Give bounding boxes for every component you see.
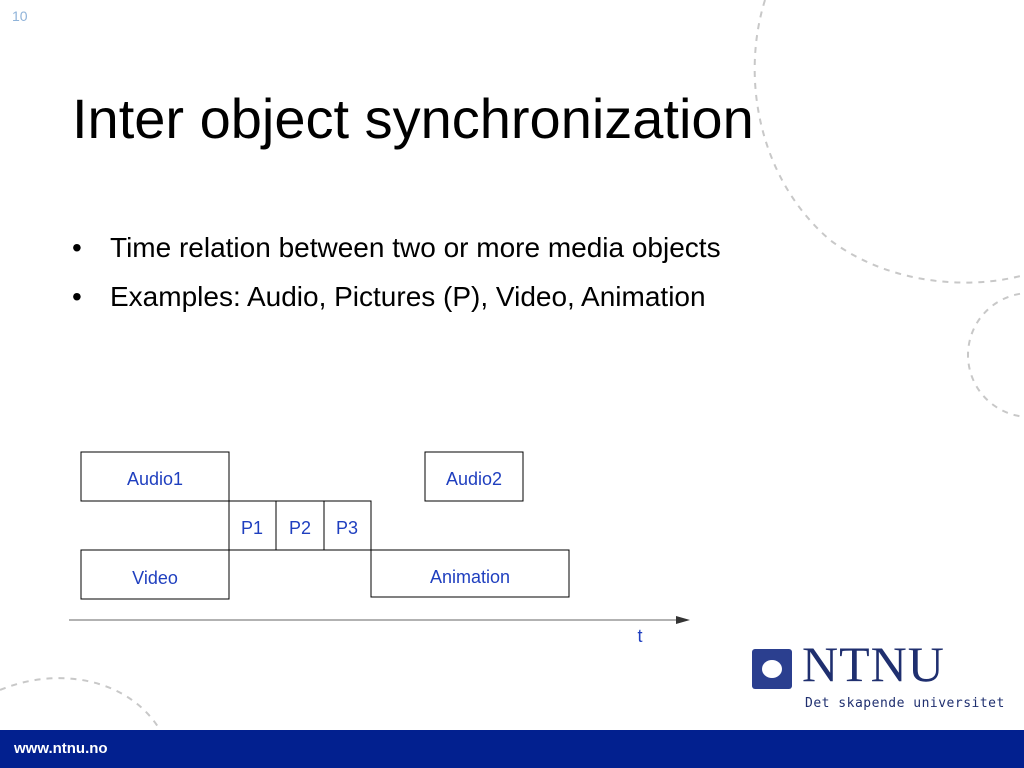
arc-circle-right bbox=[968, 293, 1024, 417]
time-axis-label: t bbox=[637, 626, 643, 646]
ntnu-logo-name: NTNU bbox=[802, 636, 945, 692]
slide-title: Inter object synchronization bbox=[72, 87, 754, 150]
bullet-item bbox=[72, 279, 721, 314]
animation-label: Animation bbox=[429, 567, 511, 587]
bullet-dot: • bbox=[72, 281, 82, 312]
footer-bar bbox=[0, 730, 1024, 768]
bullet-text: Time relation between two or more media objects bbox=[110, 232, 721, 263]
ntnu-logo-tagline: Det skapende universitet bbox=[805, 696, 1005, 711]
audio2-label: Audio2 bbox=[445, 469, 503, 489]
p3-label: P3 bbox=[335, 518, 359, 538]
ntnu-logo bbox=[752, 636, 1005, 720]
audio1-label: Audio1 bbox=[126, 469, 184, 489]
bullet-text: Examples: Audio, Pictures (P), Video, Animation bbox=[110, 281, 706, 312]
p2-label: P2 bbox=[288, 518, 312, 538]
footer-url: www.ntnu.no bbox=[14, 740, 108, 757]
ntnu-logo-mark-icon bbox=[752, 649, 792, 689]
p1-label: P1 bbox=[240, 518, 264, 538]
bullet-dot: • bbox=[72, 232, 82, 263]
sync-timeline-diagram bbox=[60, 445, 700, 655]
video-label: Video bbox=[132, 568, 178, 588]
bullet-item bbox=[72, 230, 721, 265]
time-axis-arrowhead bbox=[676, 616, 690, 624]
slide-number: 10 bbox=[12, 8, 28, 24]
bullet-list bbox=[72, 230, 721, 328]
arc-top-right bbox=[755, 0, 1024, 283]
arc-bottom-left bbox=[0, 678, 160, 730]
